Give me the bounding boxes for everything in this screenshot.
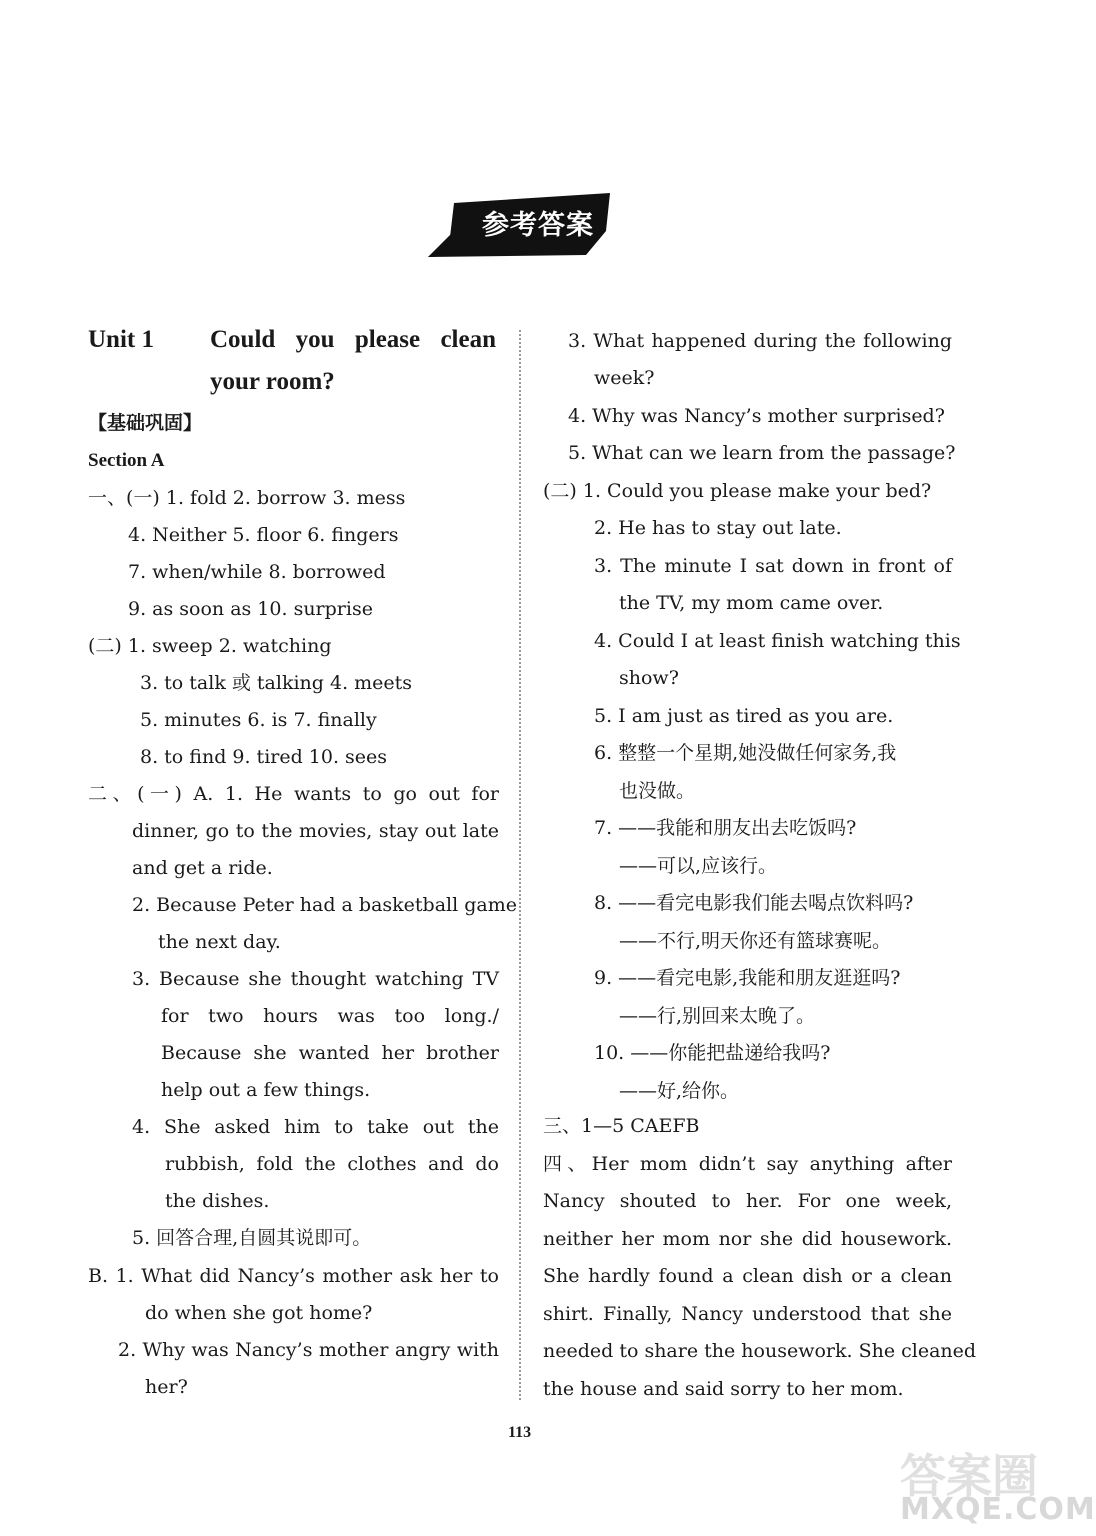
watermark-url: MXQE.COM [900,1492,1096,1527]
answer-line: 9. as soon as 10. surprise [128,598,373,620]
answer-line: shirt. Finally, Nancy understood that she [543,1303,952,1325]
answer-line: (二) 1. Could you please make your bed? [543,480,932,502]
answer-line: 3. What happened during the following [568,330,952,352]
column-divider [519,330,521,1400]
answer-line: dinner, go to the movies, stay out late [132,820,499,842]
answer-line: 4. Why was Nancy’s mother surprised? [568,405,945,427]
answer-line: 10. ——你能把盐递给我吗? [594,1042,831,1064]
answer-line: She hardly found a clean dish or a clean [543,1265,952,1287]
answer-line: 2. He has to stay out late. [594,517,842,539]
answer-key-banner [428,193,610,257]
answer-line: 8. to find 9. tired 10. sees [140,746,388,768]
answer-line: neither her mom nor she did housework. [543,1228,952,1250]
answer-line: 3. The minute I sat down in front of [594,555,952,577]
answer-line: 3. Because she thought watching TV [132,968,499,990]
page-number: 113 [508,1424,532,1441]
answer-line: the dishes. [165,1190,270,1212]
answer-line: the TV, my mom came over. [619,592,884,614]
answer-line: needed to share the housework. She cleaned [543,1340,977,1362]
answer-line: 4. Neither 5. floor 6. fingers [128,524,399,546]
answer-line: 6. 整整一个星期,她没做任何家务,我 [594,742,897,764]
answer-line: 4. She asked him to take out the [132,1116,499,1138]
unit-title-line1: Could you please clean [210,326,496,353]
answer-line: 四、Her mom didn’t say anything after [543,1153,952,1175]
answer-line: 2. Why was Nancy’s mother angry with [118,1339,499,1361]
answer-line: (二) 1. sweep 2. watching [88,635,332,657]
answer-line: 5. What can we learn from the passage? [568,442,956,464]
answer-line: rubbish, fold the clothes and do [165,1153,499,1175]
section-a-label: Section A [88,450,165,471]
answer-line: Because she wanted her brother [161,1042,499,1064]
answer-line: help out a few things. [161,1079,371,1101]
basic-practice-label: 【基础巩固】 [88,412,203,434]
banner-title: 参考答案 [482,210,594,241]
answer-line: 3. to talk 或 talking 4. meets [140,672,413,694]
answer-line: 三、1—5 CAEFB [543,1115,700,1137]
answer-line: week? [594,367,655,389]
answer-line: show? [619,667,679,689]
answer-line: 一、(一) 1. fold 2. borrow 3. mess [88,487,406,509]
answer-line: 二、(一) A. 1. He wants to go out for [88,783,499,805]
answer-line: 8. ——看完电影我们能去喝点饮料吗? [594,892,914,914]
answer-line: 9. ——看完电影,我能和朋友逛逛吗? [594,967,901,989]
answer-line: 也没做。 [619,780,696,802]
watermark-logo [900,1440,1096,1530]
answer-line: and get a ride. [132,857,273,879]
answer-line: 5. 回答合理,自圆其说即可。 [132,1227,372,1249]
answer-line: ——好,给你。 [619,1080,740,1102]
answer-line: 2. Because Peter had a basketball game [132,894,517,916]
unit-number: Unit 1 [88,326,154,353]
answer-line: B. 1. What did Nancy’s mother ask her to [88,1265,499,1287]
answer-line: 4. Could I at least finish watching this [594,630,961,652]
answer-line: for two hours was too long./ [161,1005,499,1027]
watermark-chinese: 答案圈 [900,1449,1038,1503]
answer-line: the house and said sorry to her mom. [543,1378,904,1400]
answer-line: ——不行,明天你还有篮球赛呢。 [619,930,892,952]
answer-line: 7. when/while 8. borrowed [128,561,386,583]
answer-line: ——行,别回来太晚了。 [619,1005,816,1027]
answer-line: 7. ——我能和朋友出去吃饭吗? [594,817,857,839]
answer-line: do when she got home? [145,1302,373,1324]
unit-title-line2: your room? [210,368,335,395]
answer-line: 5. minutes 6. is 7. finally [140,709,377,731]
answer-line: her? [145,1376,188,1398]
answer-line: the next day. [158,931,281,953]
answer-line: ——可以,应该行。 [619,855,778,877]
answer-line: 5. I am just as tired as you are. [594,705,894,727]
answer-line: Nancy shouted to her. For one week, [543,1190,952,1212]
